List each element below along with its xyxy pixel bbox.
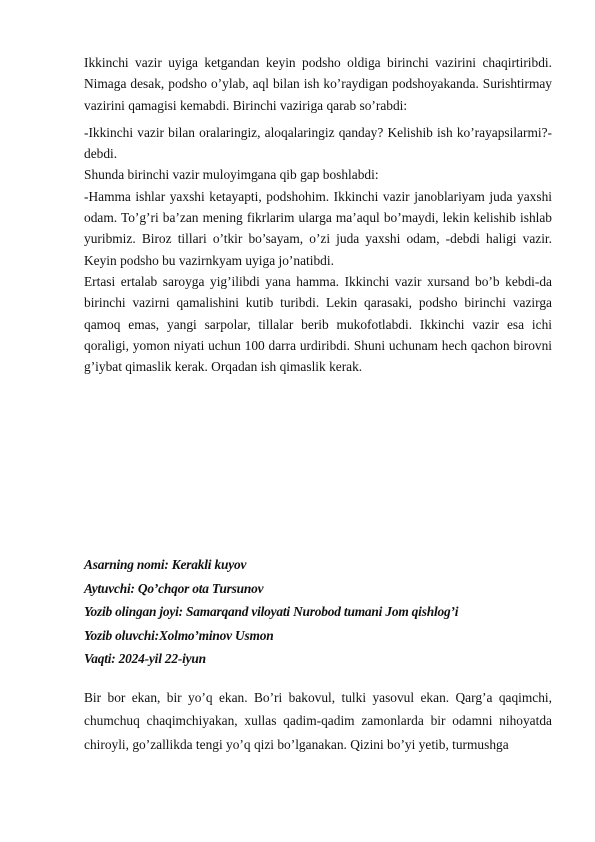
story-title: Asarning nomi: Kerakli kuyov xyxy=(84,557,247,572)
paragraph-5: Ertasi ertalab saroyga yig’ilibdi yana hamma. Ikkinchi vazir xursand bo’b kebdi-da birinchi vazirni qamalishini kutib turibdi. Lekin qarasaki, podsho birinchi vazirga qamoq emas, yangi sarpolar, tillalar berib mukofotlabdi. Ikkinchi vazir esa ichi qoraligi, yomon niyati uchun 100 darra urdiribdi. Shuni uchunam hech qachon birovni g’iybat qimaslik kerak. Orqadan ish qimaslik kerak. xyxy=(84,273,552,375)
paragraph-1: Ikkinchi vazir uyiga ketgandan keyin podsho oldiga birinchi vazirini chaqirtiribdi. Nimaga desak, podsho o’ylab, aql bilan ish ko’raydigan podshoyakanda. Surishtirmay vazirini qamagisi kemabdi. Birinchi vaziriga qarab so’rabdi: xyxy=(84,55,552,113)
story-beginning xyxy=(84,686,552,756)
paragraph-2: -Ikkinchi vazir bilan oralaringiz, aloqalaringiz qanday? Kelishib ish ko’rayapsilarmi?-debdi. xyxy=(84,124,552,162)
recording-place: Yozib olingan joyi: Samarqand viloyati Nurobod tumani Jom qishlog’i xyxy=(84,604,459,620)
recorder-name: Yozib oluvchi:Xolmo’minov Usmon xyxy=(84,627,274,643)
paragraph-4: -Hamma ishlar yaxshi ketayapti, podshohim. Ikkinchi vazir janoblariyam juda yaxshi odam. To’g’ri ba’zan mening fikrlarim ularga ma’aqul bo’maydi, lekin kelishib ishlab yuribmiz. Biroz tillari o’tkir bo’sayam, o’zi juda yaxshi odam, -debdi haligi vazir. Keyin podsho bu vazirnkyam uyiga jo’natibdi. xyxy=(84,188,552,268)
paragraph-6: Bir bor ekan, bir yo’q ekan. Bo’ri bakovul, tulki yasovul ekan. Qarg’a qaqimchi, chumchuq chaqimchiyakan, xullas qadim-qadim zamonlarda bir odamni nihoyatda chiroyli, go’zallikda tengi yo’q qizi bo’lganakan. Qizini bo’yi yetib, turmushga xyxy=(84,690,552,752)
story-teller: Aytuvchi: Qo’chqor ota Tursunov xyxy=(84,580,264,596)
paragraph-3: Shunda birinchi vazir muloyimgana qib gap boshlabdi: xyxy=(84,167,379,183)
recording-date: Vaqti: 2024-yil 22-iyun xyxy=(84,651,206,667)
story-metadata xyxy=(84,553,552,671)
story-ending xyxy=(84,52,552,377)
